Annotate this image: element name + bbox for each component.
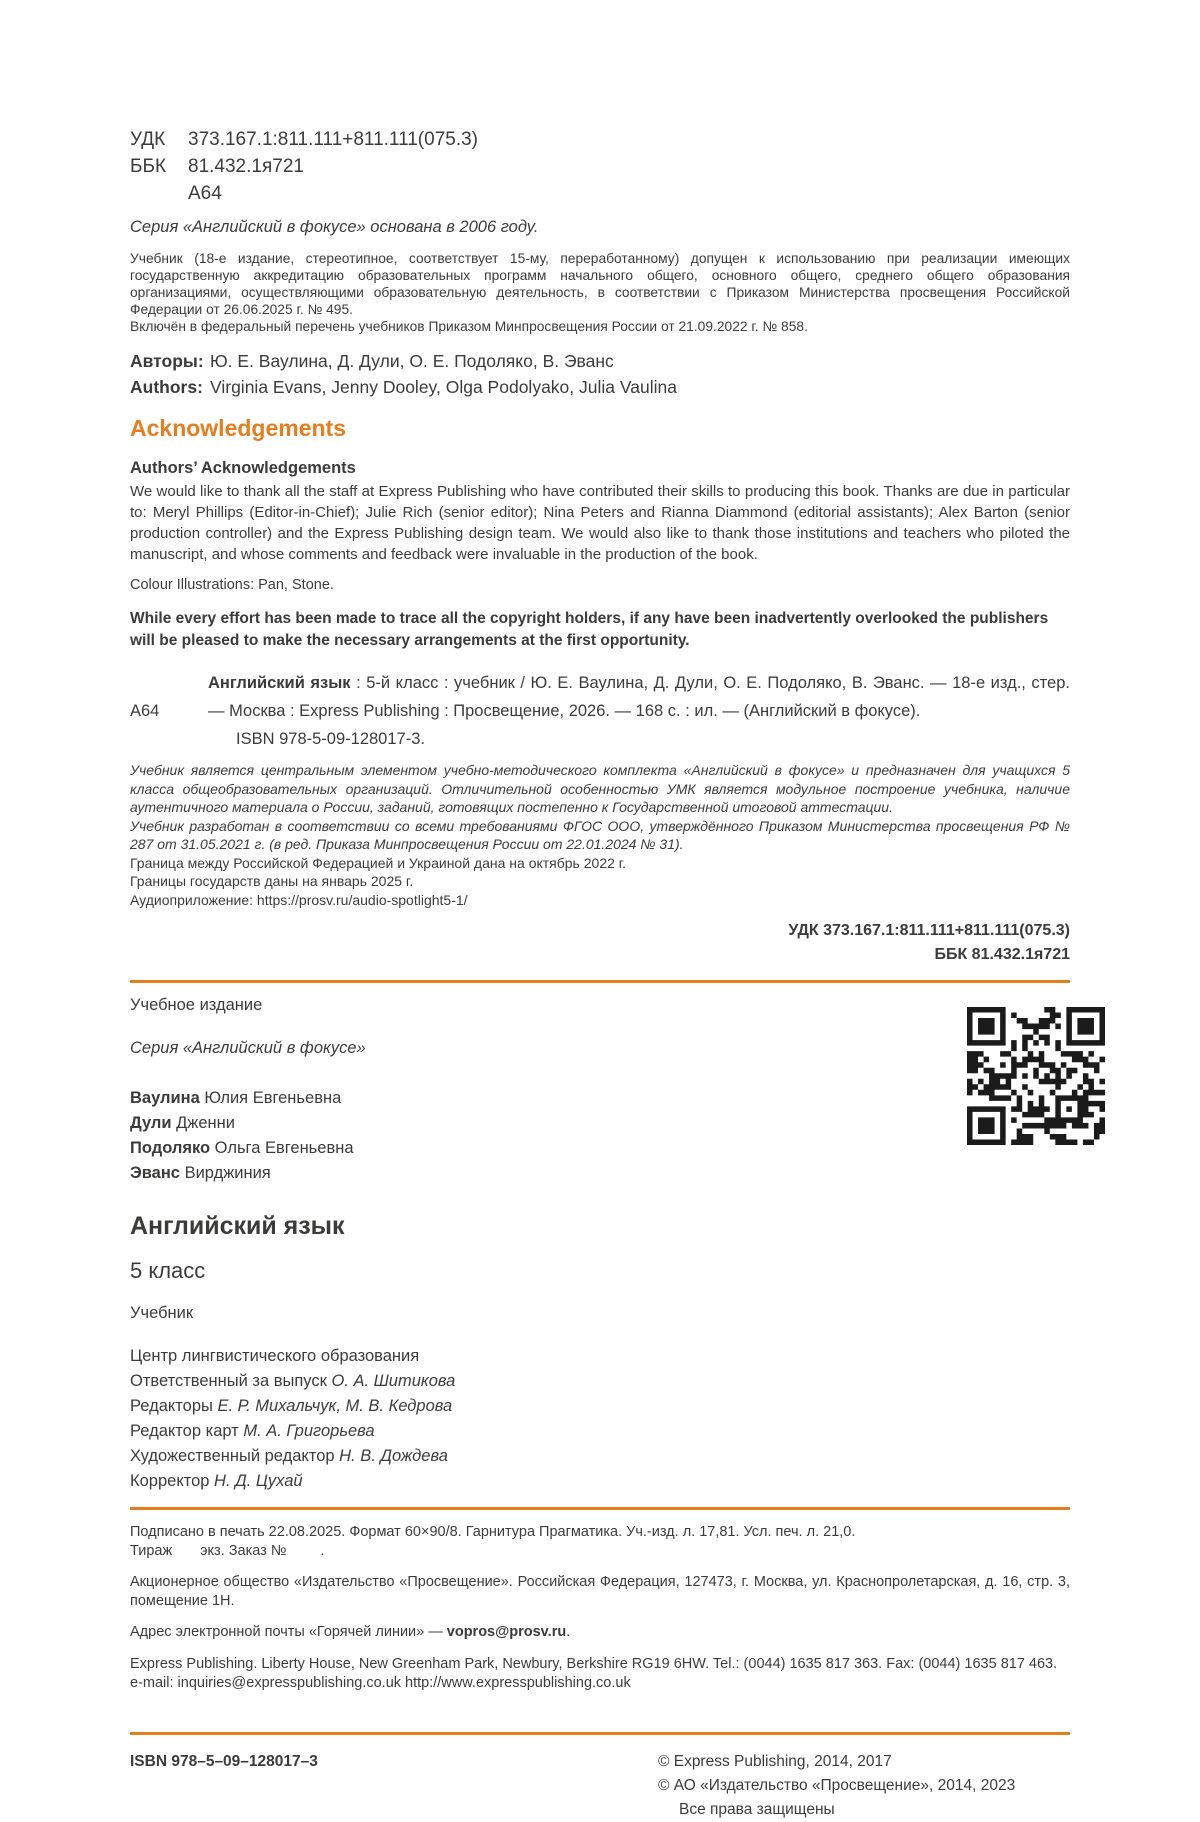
udk-classification-block — [130, 126, 1070, 207]
edition-author — [130, 1161, 1070, 1186]
edition-authors-list — [130, 1086, 1070, 1186]
copyright-block — [658, 1750, 1070, 1822]
staff-line — [130, 1419, 1070, 1444]
edition-type: Учебное издание — [130, 996, 263, 1014]
section-divider-bottom — [130, 1732, 1070, 1735]
colour-illustrations-credit: Colour Illustrations: Pan, Stone. — [130, 577, 334, 593]
express-address-line: Express Publishing. Liberty House, New Greenham Park, Newbury, Berkshire RG19 6HW. Tel.: (0044) 1635 817 363. Fax: (0044) 1635 817 463. — [130, 1656, 1058, 1672]
author-surname: Дули — [130, 1114, 172, 1132]
annotation-paragraph-2: Учебник разработан в соответствии со всеми требованиями ФГОС ООО, утверждённого Приказом Министерства просвещения РФ № 287 от 31.05.2021 г. (в ред. Приказа Минпросвещения России от 22.01.2024 № 31). — [130, 817, 1070, 852]
print-run-line — [130, 1542, 1070, 1561]
author-surname: Ваулина — [130, 1089, 200, 1107]
author-firstname: Юлия Евгеньевна — [199, 1089, 342, 1107]
catalog-isbn: ISBN 978-5-09-128017-3. — [236, 730, 425, 748]
udk-bottom-block — [130, 919, 1070, 967]
book-subtitle: Учебник — [130, 1304, 194, 1322]
authors-acknowledgements-subheading: Authors’ Acknowledgements — [130, 459, 356, 477]
udk-bottom-line2: ББК 81.432.1я721 — [934, 946, 1070, 963]
udk-value: 373.167.1:811.111+811.111(075.3) — [188, 129, 479, 150]
catalog-description-text: : 5-й класс : учебник / Ю. Е. Ваулина, Д. Дули, О. Е. Подоляко, В. Эванс. — 18-е изд., стер. — Москва : Express Publishing : Просвещение, 2026. — 168 с. : ил. — (Английский в фокусе). — [208, 674, 1070, 720]
bbk-label: ББК — [130, 156, 167, 177]
staff-line — [130, 1469, 1070, 1494]
footer-isbn: ISBN 978–5–09–128017–3 — [130, 1753, 318, 1770]
authors-en-label: Authors: — [130, 377, 203, 397]
copyright-prosveshchenie: © АО «Издательство «Просвещение», 2014, 2023 — [658, 1777, 1016, 1794]
federal-list-line: Включён в федеральный перечень учебников Приказом Минпросвещения России от 21.09.2022 г. № 858. — [130, 319, 808, 334]
hotline-period: . — [566, 1624, 571, 1640]
author-firstname: Вирджиния — [179, 1164, 271, 1182]
staff-person: Н. Д. Цухай — [214, 1472, 303, 1490]
series-founded-note: Серия «Английский в фокусе» основана в 2006 году. — [130, 218, 539, 236]
udk-bottom-line1: УДК 373.167.1:811.111+811.111(075.3) — [788, 922, 1070, 939]
hotline-label: Адрес электронной почты «Горячей линии» — — [130, 1624, 447, 1640]
hotline-email-link[interactable]: vopros@prosv.ru — [446, 1624, 567, 1640]
print-run-section — [130, 1523, 1070, 1693]
staff-person: Н. В. Дождева — [339, 1447, 448, 1465]
hotline-line — [130, 1623, 1070, 1642]
authors-ru-names: Ю. Е. Ваулина, Д. Дули, О. Е. Подоляко, В. Эванс — [210, 351, 614, 371]
rights-reserved: Все права защищены — [679, 1801, 835, 1818]
approval-paragraph: Учебник (18-е издание, стереотипное, соответствует 15-му, переработанному) допущен к использованию при реализации имеющих государственную аккредитацию образовательных программ начального общего, основного общего, среднего общего образования организациями, осуществляющими образовательную деятельность, в соответствии с Приказом Министерства просвещения Российской Федерации от 26.06.2025 г. № 495. — [130, 251, 1070, 317]
staff-person: М. А. Григорьева — [243, 1422, 375, 1440]
staff-role: Редактор карт — [130, 1422, 244, 1440]
author-sign-line — [130, 180, 1070, 207]
footer-row — [130, 1750, 1070, 1822]
catalog-card-entry — [130, 669, 1070, 753]
author-surname: Эванс — [130, 1164, 180, 1182]
staff-role: Художественный редактор — [130, 1447, 340, 1465]
author-firstname: Дженни — [171, 1114, 235, 1132]
staff-role: Корректор — [130, 1472, 215, 1490]
catalog-code: А64 — [130, 702, 160, 720]
express-publishing-contacts — [130, 1655, 1070, 1693]
copyright-express: © Express Publishing, 2014, 2017 — [658, 1753, 892, 1770]
edition-info-section — [130, 996, 1070, 1494]
section-divider-middle — [130, 1507, 1070, 1510]
book-title: Английский язык — [130, 1212, 345, 1240]
staff-line — [130, 1444, 1070, 1469]
section-divider-top — [130, 980, 1070, 983]
acknowledgements-body: We would like to thank all the staff at Express Publishing who have contributed their skills to producing this book. Thanks are due in particular to: Meryl Phillips (Editor-in-Chief); Julie Rich (senior editor); Nina Peters and Rianna Diammond (editorial assistants); Alex Barton (senior production controller) and the Express Publishing design team. We would also like to thank those institutions and teachers who piloted the manuscript, and whose comments and feedback were invaluable in the production of the book. — [130, 483, 1070, 563]
catalog-description — [130, 669, 1070, 725]
print-run-period: . — [320, 1543, 325, 1559]
author-sign-code: А64 — [188, 183, 222, 204]
order-label: экз. Заказ № — [200, 1543, 287, 1559]
staff-line — [130, 1344, 1070, 1369]
udk-line — [130, 126, 1070, 153]
acknowledgements-heading: Acknowledgements — [130, 415, 346, 441]
authors-en-names: Virginia Evans, Jenny Dooley, Olga Podolyako, Julia Vaulina — [210, 377, 677, 397]
annotation-paragraph-1: Учебник является центральным элементом учебно-методического комплекта «Английский в фокусе» и предназначен для учащихся 5 класса общеобразовательных организаций. Отличительной особенностью УМК является модульное построение учебника, наличие аутентичного материала о России, заданий, готовящих постепенно к Государственной итоговой аттестации. — [130, 762, 1070, 815]
edition-author — [130, 1086, 1070, 1111]
udk-label: УДК — [130, 129, 166, 150]
catalog-title: Английский язык — [208, 674, 351, 692]
staff-role: Редакторы — [130, 1397, 218, 1415]
author-firstname: Ольга Евгеньевна — [210, 1139, 354, 1157]
copyright-holders-notice: While every effort has been made to trace all the copyright holders, if any have been inadvertently overlooked the publishers will be pleased to make the necessary arrangements at the first opportunity. — [130, 610, 1049, 649]
authors-ru-label: Авторы: — [130, 351, 204, 371]
print-specs-line: Подписано в печать 22.08.2025. Формат 60×90/8. Гарнитура Прагматика. Уч.-изд. л. 17,81. Усл. печ. л. 21,0. — [130, 1524, 856, 1540]
express-email-web-line[interactable]: e-mail: inquiries@expresspublishing.co.uk http://www.expresspublishing.co.uk — [130, 1675, 631, 1691]
book-grade: 5 класс — [130, 1258, 206, 1283]
print-run-label: Тираж — [130, 1543, 173, 1559]
staff-role: Ответственный за выпуск — [130, 1372, 332, 1390]
edition-author — [130, 1136, 1070, 1161]
edition-series: Серия «Английский в фокусе» — [130, 1039, 366, 1057]
staff-person: О. А. Шитикова — [331, 1372, 456, 1390]
border-note-states: Границы государств даны на январь 2025 г. — [130, 873, 414, 889]
staff-person: Е. Р. Михальчук, М. В. Кедрова — [217, 1397, 453, 1415]
bbk-line — [130, 153, 1070, 180]
qr-code — [967, 1007, 1105, 1145]
staff-role: Центр лингвистического образования — [130, 1347, 420, 1365]
staff-line — [130, 1394, 1070, 1419]
authors-ru-line — [130, 348, 1070, 374]
editorial-staff-list — [130, 1344, 1070, 1494]
authors-block — [130, 348, 1070, 400]
authors-en-line — [130, 374, 1070, 400]
author-sign-spacer — [130, 180, 188, 207]
bbk-value: 81.432.1я721 — [188, 156, 304, 177]
border-note-ukraine: Граница между Российской Федерацией и Украиной дана на октябрь 2022 г. — [130, 854, 627, 871]
author-surname: Подоляко — [130, 1139, 211, 1157]
audio-app-link[interactable]: Аудиоприложение: https://prosv.ru/audio-spotlight5-1/ — [130, 891, 468, 908]
edition-author — [130, 1111, 1070, 1136]
staff-line — [130, 1369, 1070, 1394]
publisher-address: Акционерное общество «Издательство «Просвещение». Российская Федерация, 127473, г. Москва, ул. Краснопролетарская, д. 16, стр. 3, помещение 1Н. — [130, 1574, 1070, 1609]
annotation-block — [130, 761, 1070, 909]
